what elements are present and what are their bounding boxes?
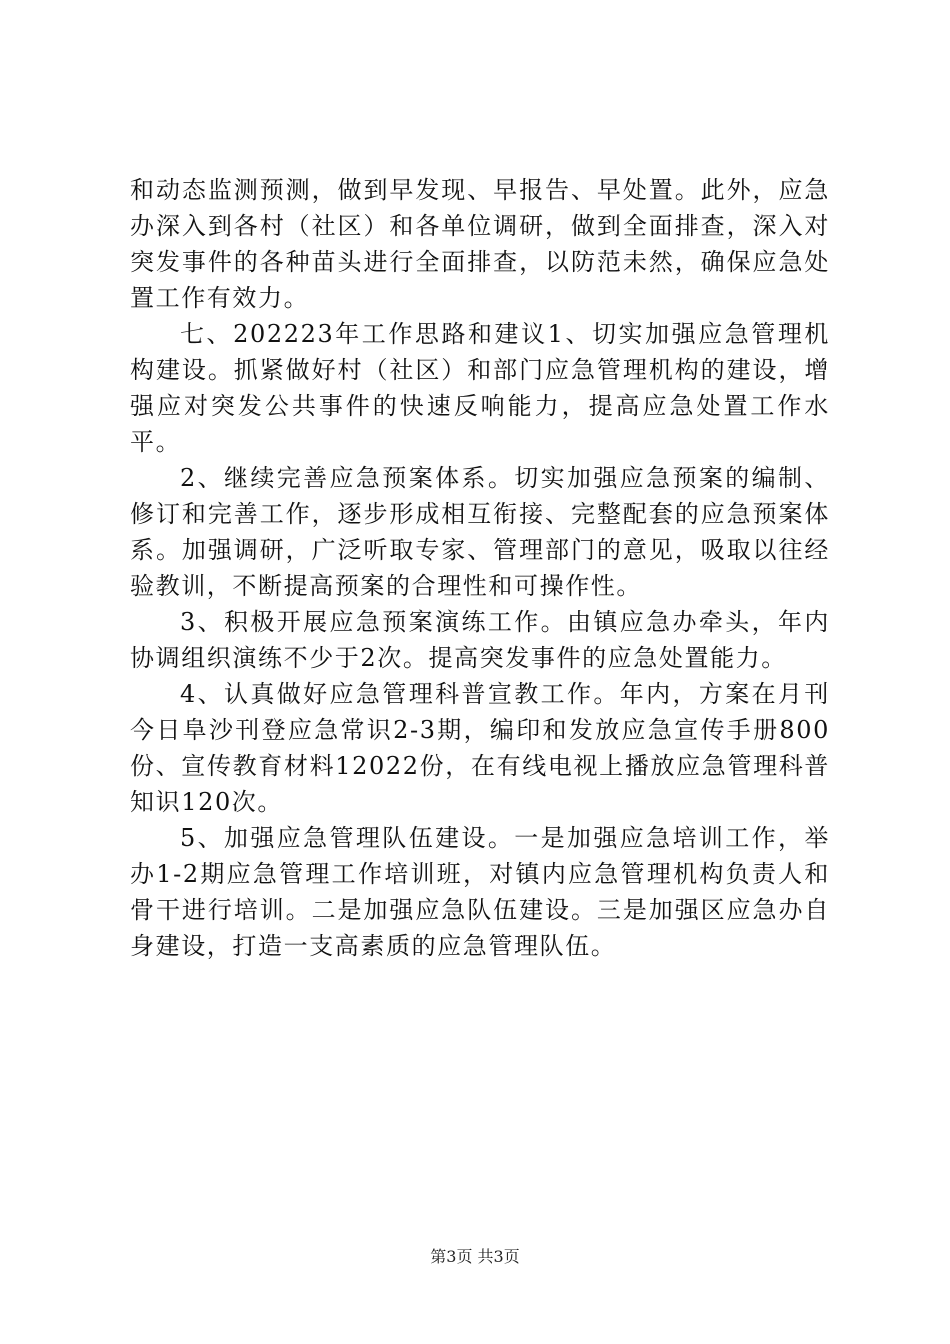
document-body [130,172,830,964]
paragraph-intro: 和动态监测预测，做到早发现、早报告、早处置。此外，应急办深入到各村（社区）和各单位调研，做到全面排查，深入对突发事件的各种苗头进行全面排查，以防范未然，确保应急处置工作有效力。 [130,176,830,312]
paragraph-item-2: 2、继续完善应急预案体系。切实加强应急预案的编制、修订和完善工作，逐步形成相互衔接、完整配套的应急预案体系。加强调研，广泛听取专家、管理部门的意见，吸取以往经验教训，不断提高预案的合理性和可操作性。 [130,464,830,600]
paragraph-item-4: 4、认真做好应急管理科普宣教工作。年内，方案在月刊今日阜沙刊登应急常识2-3期，编印和发放应急宣传手册800份、宣传教育材料12022份，在有线电视上播放应急管理科普知识120次。 [130,680,830,816]
paragraph-item-5: 5、加强应急管理队伍建设。一是加强应急培训工作，举办1-2期应急管理工作培训班，对镇内应急管理机构负责人和骨干进行培训。二是加强应急队伍建设。三是加强区应急办自身建设，打造一支高素质的应急管理队伍。 [130,824,830,960]
paragraph-item-3: 3、积极开展应急预案演练工作。由镇应急办牵头，年内协调组织演练不少于2次。提高突发事件的应急处置能力。 [130,608,830,672]
paragraph-section-7: 七、202223年工作思路和建议1、切实加强应急管理机构建设。抓紧做好村（社区）和部门应急管理机构的建设，增强应对突发公共事件的快速反响能力，提高应急处置工作水平。 [130,320,830,456]
page-number-footer: 第3页 共3页 [430,1247,520,1266]
